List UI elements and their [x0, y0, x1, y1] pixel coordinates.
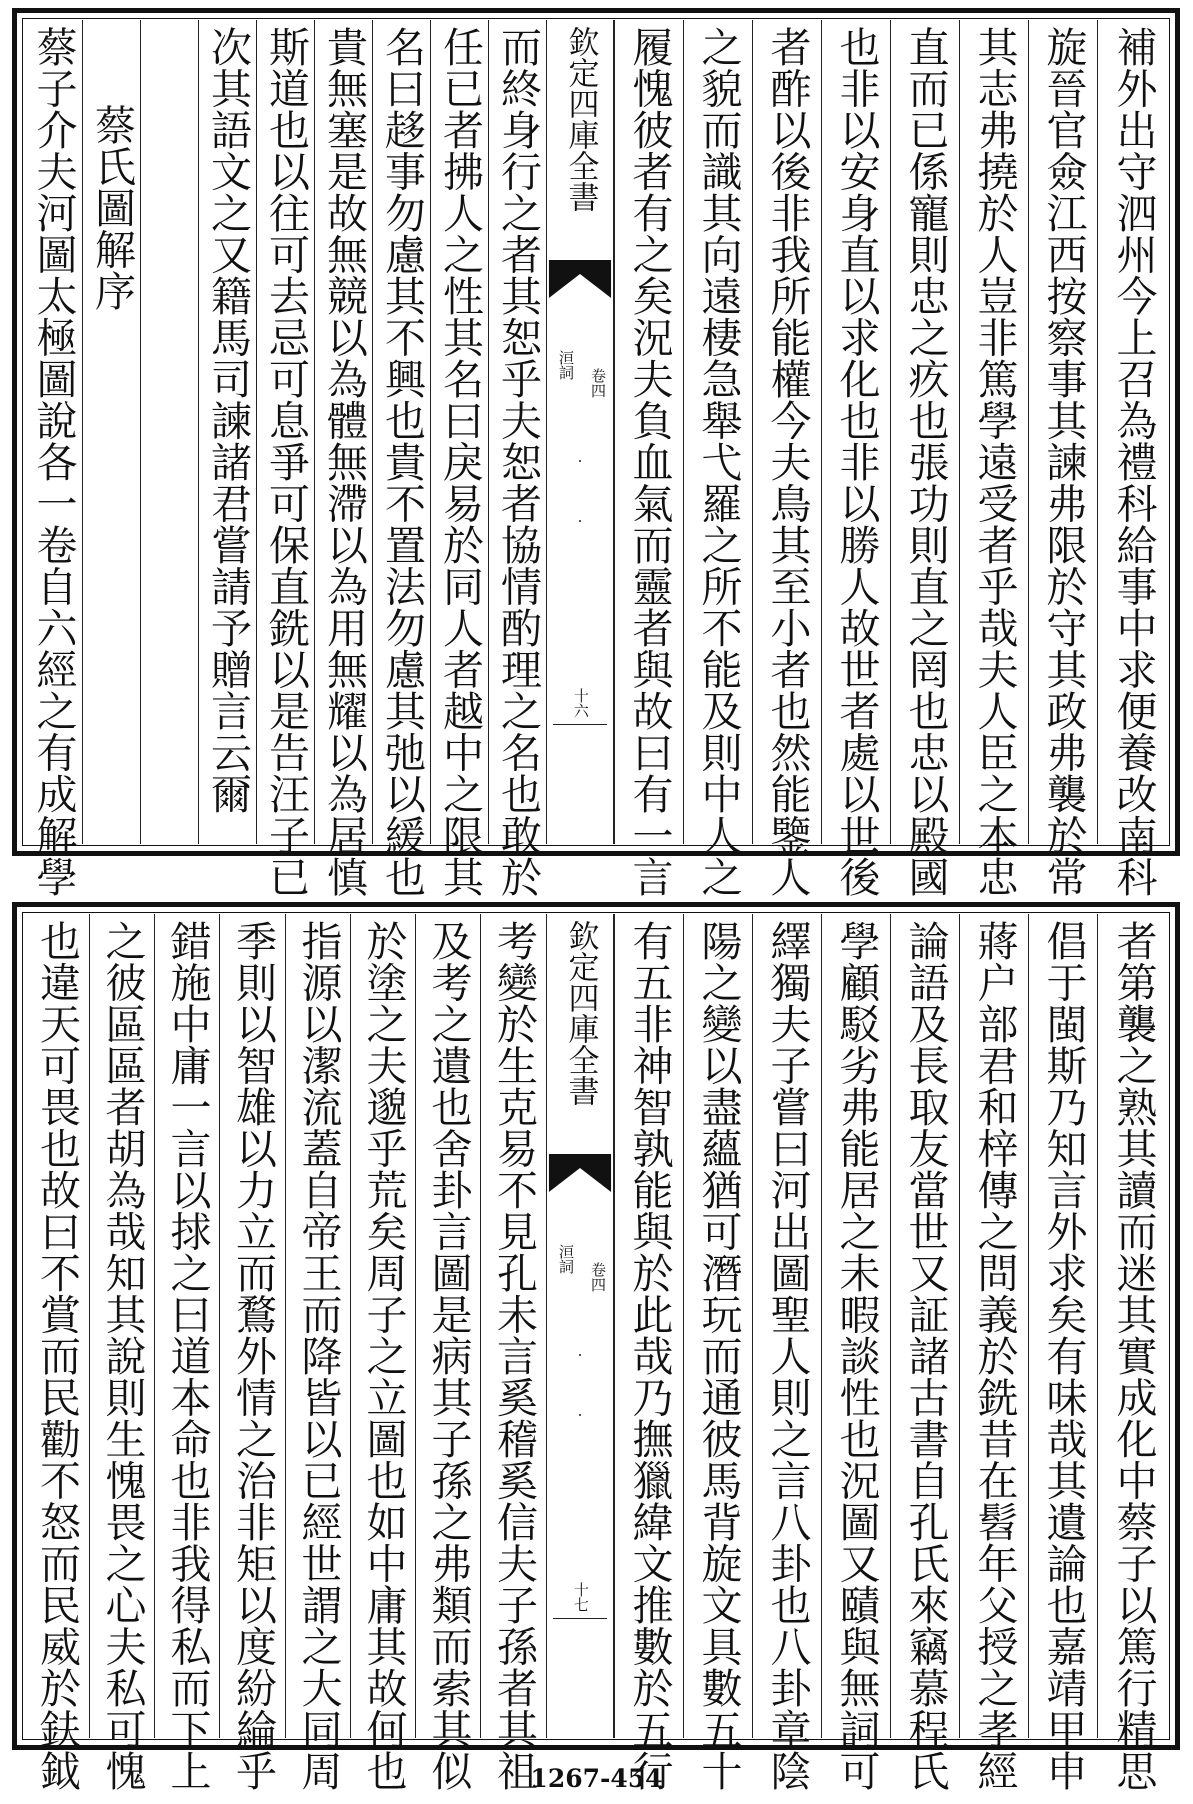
text-column-content: 斯道也以往可去忌可息爭可保直銑以是告汪子已 [262, 26, 310, 898]
fold-rule [553, 1618, 607, 1619]
text-column-content: 名曰趍事勿慮其不興也貴不置法勿慮其弛以緩也 [378, 26, 426, 898]
text-column-content: 陽之變以盡蘊猶可潛玩而通彼馬背旋文具數五十 [694, 920, 743, 1792]
text-column-content: 補外出守泗州今上召為禮科給事中求便養改南科 [1109, 26, 1158, 898]
text-column [256, 20, 314, 898]
fold-dot [579, 1354, 581, 1356]
text-column-content: 倡于閩斯乃知言外求矣有味哉其遺論也嘉靖甲申 [1039, 920, 1088, 1792]
text-column [890, 914, 959, 1792]
text-column [1097, 914, 1168, 1792]
text-column [24, 20, 82, 898]
text-column [1028, 914, 1097, 1792]
text-column [372, 20, 430, 898]
text-column [219, 914, 285, 1792]
text-column-content: 指源以潔流蓋自帝王而降皆以已經世謂之大同周 [294, 920, 343, 1792]
book-header: 欽定四庫全書 [562, 920, 599, 1106]
text-column [752, 20, 821, 898]
text-column [683, 914, 752, 1792]
text-column [821, 20, 890, 898]
text-column-content: 者第襲之熟其讀而迷其實成化中蔡子以篤行精思 [1109, 920, 1158, 1792]
juan-number: 卷四 [589, 1262, 607, 1292]
text-column-content: 履愧彼者有之矣況夫負血氣而靈者與故曰有一言 [625, 26, 674, 898]
text-column [959, 20, 1028, 898]
text-column [480, 914, 546, 1792]
text-column-content: 旋晉官僉江西按察事其諫弗限於守其政弗襲於常 [1039, 26, 1088, 898]
text-column [314, 20, 372, 898]
text-column-content: 蔣户部君和梓傳之問義於銑昔在髫年父授之孝經 [970, 920, 1019, 1792]
text-column-content: 及考之遺也舍卦言圖是病其子孫之弗類而索其似 [424, 920, 473, 1792]
top-page [12, 8, 1180, 898]
text-column-content: 也違天可畏也故曰不賞而民勸不怒而民威於鈇鉞 [33, 920, 81, 1792]
text-column [959, 914, 1028, 1792]
text-column-content: 季則以智雄以力立而鶩外情之治非矩以度紛綸乎 [229, 920, 277, 1792]
text-column [198, 20, 256, 844]
text-column-content: 繹獨夫子嘗曰河出圖聖人則之言八卦也八卦章陰 [763, 920, 812, 1792]
text-column-content: 學顧駁劣弗能居之未暇談性也況圖又賾與無詞可 [832, 920, 881, 1792]
text-column-content: 之彼區區者胡為哉知其說則生愧畏之心夫私可愧 [98, 920, 147, 1792]
text-column-content: 於塗之夫邈乎荒矣周子之立圖也如中庸其故何也 [359, 920, 408, 1792]
text-column [430, 20, 488, 898]
fold-dot [579, 1414, 581, 1416]
page-number: 十六 [571, 688, 590, 718]
fold-dot [579, 520, 581, 522]
text-column [614, 914, 683, 1792]
fish-tail-ornament [547, 1150, 613, 1198]
book-header: 欽定四庫全書 [562, 26, 599, 212]
text-column-content: 者酢以後非我所能權今夫鳥其至小者也然能鑒人 [763, 26, 812, 898]
text-column-content: 次其語文之又籍馬司諫諸君嘗請予贈言云爾 [204, 26, 252, 815]
text-column [890, 20, 959, 898]
text-column [488, 20, 546, 898]
section-title: 洹詞 [557, 1244, 575, 1274]
text-column-content: 貴無塞是故無競以為體無滯以為用無耀以為居慎 [320, 26, 368, 898]
page-number: 十七 [571, 1582, 590, 1612]
text-column-content: 蔡子介夫河圖太極圖說各一卷自六經之有成解學 [29, 26, 78, 898]
text-column-content: 論語及長取友當世又証諸古書自孔氏來竊慕程氏 [901, 920, 950, 1792]
text-column-content: 有五非神智孰能與於此哉乃撫獵緯文推數於五行 [625, 920, 674, 1792]
text-column-content: 之貌而識其向遠棲急舉弋羅之所不能及則中人之 [694, 26, 743, 898]
text-column-content: 也非以安身直以求化也非以勝人故世者處以世後 [832, 26, 881, 898]
text-column [82, 20, 140, 844]
text-column [614, 20, 683, 898]
fold-rule [553, 724, 607, 725]
text-column [1028, 20, 1097, 898]
text-column [350, 914, 415, 1792]
text-column [89, 914, 154, 1792]
center-fold [546, 914, 614, 1738]
top-page-text-area [24, 20, 1168, 898]
text-column-content: 其志弗撓於人豈非篤學遠受者乎哉夫人臣之本忠 [970, 26, 1019, 898]
text-column-content: 考變於生克易不見孔未言奚稽奚信夫子孫者其祖 [490, 920, 538, 1792]
juan-number: 卷四 [589, 368, 607, 398]
section-title: 洹詞 [557, 350, 575, 380]
text-column-content: 而終身行之者其恕乎夫恕者協情酌理之名也敢於 [494, 26, 542, 898]
text-column-content: 直而已係寵則忠之疚也張功則直之罔也忠以殿國 [901, 26, 950, 898]
center-fold [546, 20, 614, 844]
text-column [154, 914, 219, 1792]
text-column [683, 20, 752, 898]
text-column [821, 914, 890, 1792]
text-column-content: 錯施中庸一言以捄之曰道本命也非我得私而下上 [163, 920, 212, 1792]
text-column [415, 914, 480, 1792]
text-column-content: 任已者拂人之性其名曰戾易於同人者越中之限其 [436, 26, 484, 898]
fold-dot [579, 460, 581, 462]
text-column [140, 20, 198, 844]
text-column [752, 914, 821, 1792]
text-column [285, 914, 350, 1792]
fish-tail-ornament [547, 256, 613, 304]
text-column [1097, 20, 1168, 898]
text-column-content: 蔡氏圖解序 [88, 104, 136, 312]
text-column [24, 914, 89, 1792]
page-footer-number: 1267-454 [530, 1764, 663, 1793]
